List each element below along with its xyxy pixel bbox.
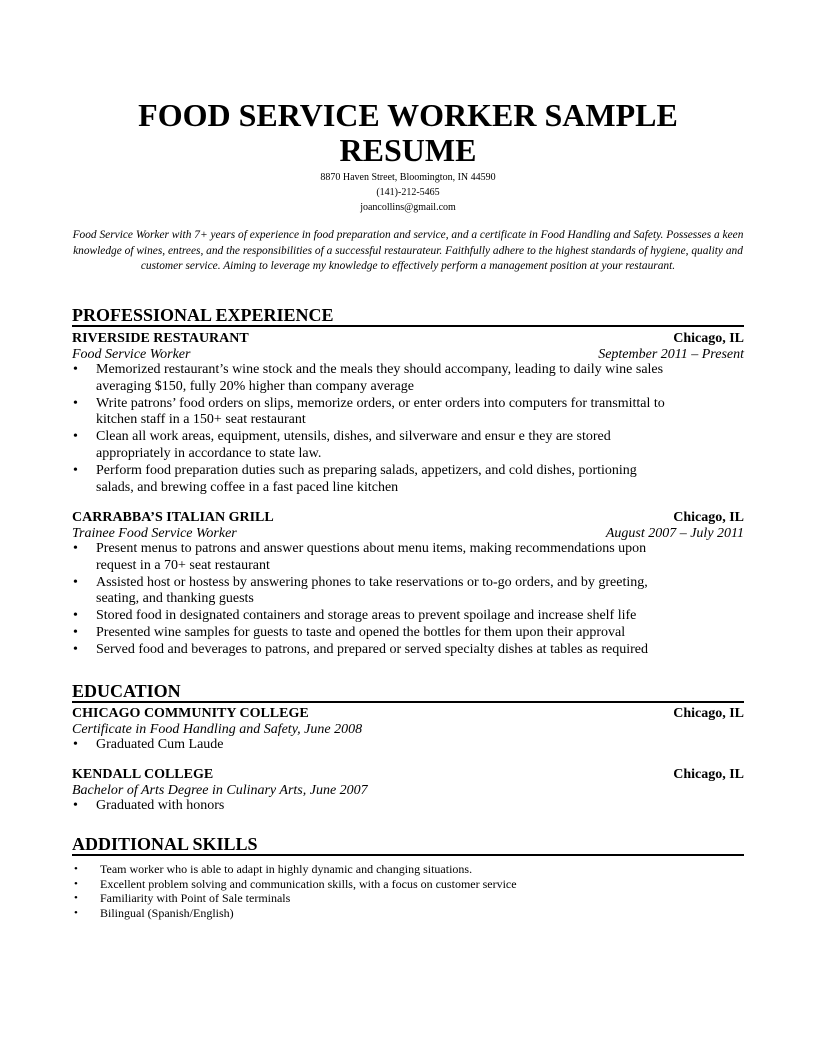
job-location: Chicago, IL (673, 510, 744, 525)
bullet-icon: • (73, 608, 78, 624)
job-role-row (72, 525, 744, 542)
resume-title-line1: FOOD SERVICE WORKER SAMPLE (138, 97, 678, 133)
bullet-icon: • (73, 798, 78, 813)
education-heading: EDUCATION (72, 681, 744, 703)
list-item: • Bilingual (Spanish/English) (74, 905, 234, 920)
school-name: KENDALL COLLEGE (72, 767, 214, 782)
school-credential: Bachelor of Arts Degree in Culinary Arts, June 2007 (72, 783, 368, 798)
job-title: Food Service Worker (72, 347, 191, 362)
company-name: RIVERSIDE RESTAURANT (72, 331, 249, 346)
list-item: • Perform food preparation duties such as preparing salads, appetizers, and cold dishes, portioning salads, and brewing coffee in a fast paced line kitchen (73, 462, 637, 495)
job-role-row (72, 346, 744, 363)
job-header (72, 509, 744, 526)
bullet-icon: • (73, 574, 78, 590)
credential-row (72, 721, 744, 738)
list-item: • Write patrons’ food orders on slips, memorize orders, or enter orders into computers for transmittal to kitchen staff in a 150+ seat restaurant (73, 395, 665, 428)
skills-list (72, 862, 744, 920)
job-location: Chicago, IL (673, 331, 744, 346)
school-location: Chicago, IL (673, 767, 744, 782)
contact-email: joancollins@gmail.com (360, 202, 456, 213)
school-bullet-list (72, 737, 744, 754)
school-header (72, 705, 744, 722)
list-item: • Graduated Cum Laude (73, 737, 224, 752)
bullet-icon: • (74, 877, 78, 890)
school-credential: Certificate in Food Handling and Safety, June 2008 (72, 722, 363, 737)
job-dates: September 2011 – Present (598, 347, 744, 362)
list-item: • Memorized restaurant’s wine stock and the meals they should accompany, leading to daily wine sales averaging $150, fully 20% higher than company average (73, 362, 664, 394)
list-item: • Graduated with honors (73, 798, 225, 813)
bullet-icon: • (73, 462, 78, 478)
bullet-icon: • (73, 429, 78, 445)
company-name: CARRABBA’S ITALIAN GRILL (72, 510, 274, 525)
contact-address: 8870 Haven Street, Bloomington, IN 44590 (320, 172, 496, 183)
bullet-icon: • (74, 906, 78, 919)
list-item: • Present menus to patrons and answer questions about menu items, making recommendations upon request in a 70+ seat restaurant (73, 541, 647, 573)
list-item: • Stored food in designated containers and storage areas to prevent spoilage and increase shelf life (73, 608, 637, 624)
bullet-icon: • (73, 641, 78, 657)
experience-heading: PROFESSIONAL EXPERIENCE (72, 305, 744, 327)
list-item: • Excellent problem solving and communication skills, with a focus on customer service (74, 876, 517, 891)
bullet-icon: • (74, 892, 78, 904)
summary-paragraph: Food Service Worker with 7+ years of experience in food preparation and service, and a certificate in Food Handling and Safety. Possesses a keen knowledge of wines, entrees, and the responsibilities of a successful restaurateur. Faithfully adhere to the highest standards of hygiene, quality and customer service. Aiming to leverage my knowledge to effectively perform a management position at your restaurant. (72, 229, 744, 272)
school-header (72, 766, 744, 783)
bullet-icon: • (73, 541, 78, 556)
list-item: • Presented wine samples for guests to taste and opened the bottles for them upon their approval (73, 624, 626, 640)
bullet-icon: • (73, 624, 78, 640)
job-bullet-list (72, 541, 744, 659)
job-header (72, 330, 744, 347)
school-location: Chicago, IL (673, 706, 744, 721)
list-item: • Clean all work areas, equipment, utensils, dishes, and silverware and ensur e they are stored appropriately in accordance to state law. (73, 429, 611, 461)
bullet-icon: • (73, 737, 78, 752)
bullet-icon: • (73, 395, 78, 411)
bullet-icon: • (73, 362, 78, 377)
school-name: CHICAGO COMMUNITY COLLEGE (72, 706, 309, 721)
job-bullet-list (72, 362, 744, 496)
job-title: Trainee Food Service Worker (72, 526, 237, 541)
list-item: • Assisted host or hostess by answering phones to take reservations or to-go orders, and by greeting, seating, and thanking guests (73, 574, 648, 607)
credential-row (72, 782, 744, 799)
bullet-icon: • (74, 863, 78, 875)
job-dates: August 2007 – July 2011 (605, 526, 744, 541)
contact-phone: (141)-212-5465 (376, 187, 440, 198)
list-item: • Team worker who is able to adapt in highly dynamic and changing situations. (74, 862, 473, 876)
school-bullet-list (72, 798, 744, 815)
resume-title-line2: RESUME (339, 132, 477, 168)
list-item: • Familiarity with Point of Sale terminals (74, 891, 291, 905)
list-item: • Served food and beverages to patrons, and prepared or served specialty dishes at tables as required (73, 641, 649, 657)
skills-heading: ADDITIONAL SKILLS (72, 834, 744, 856)
